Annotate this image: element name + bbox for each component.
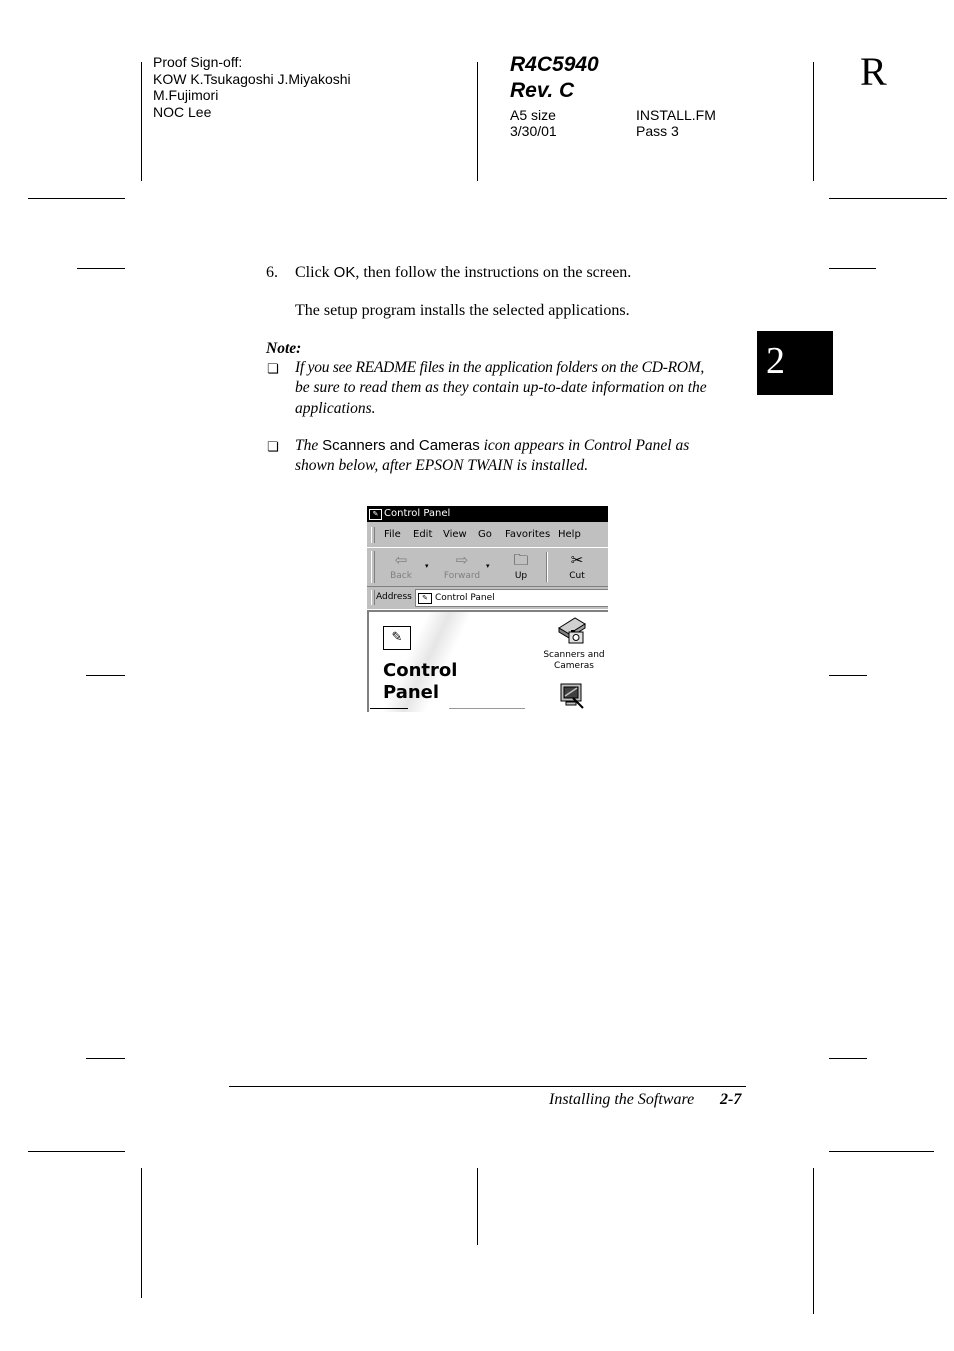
note-item-1-line-1: If you see README files in the application folders on the CD-ROM,: [295, 359, 705, 376]
crop-mark: [141, 62, 142, 181]
window-title: Control Panel: [384, 508, 451, 519]
doc-size: A5 size: [510, 107, 556, 123]
banner-title: [383, 660, 457, 704]
control-panel-icon: ✎: [369, 509, 382, 520]
scanner-label-line-1: Scanners and: [543, 650, 605, 660]
address-value: Control Panel: [435, 593, 495, 603]
menu-bar: [367, 524, 608, 546]
menu-favorites[interactable]: Favorites: [505, 529, 551, 540]
menu-help[interactable]: Help: [558, 529, 581, 540]
menu-go[interactable]: Go: [478, 529, 492, 540]
up-folder-icon: 🗀: [513, 551, 529, 569]
note-heading: Note:: [266, 340, 302, 357]
note-item-2-suffix: icon appears in Control Panel as: [479, 437, 690, 454]
back-button[interactable]: [379, 550, 423, 584]
display-settings-icon[interactable]: [559, 682, 585, 710]
forward-button[interactable]: [437, 550, 487, 584]
doc-file: INSTALL.FM: [636, 107, 716, 123]
crop-mark: [813, 62, 814, 181]
crop-mark: [28, 1151, 125, 1152]
scanners-cameras-label: Scanners and Cameras: [322, 437, 480, 454]
crop-mark: [86, 1058, 125, 1059]
crop-mark: [829, 268, 876, 269]
address-input[interactable]: [415, 589, 608, 607]
menu-view[interactable]: View: [443, 529, 467, 540]
scanner-camera-icon[interactable]: [557, 614, 587, 646]
crop-mark: [77, 268, 125, 269]
proof-line: Proof Sign-off:: [153, 54, 243, 70]
up-label: Up: [514, 571, 528, 581]
standard-toolbar: [367, 547, 608, 586]
proof-signoff-block: [153, 54, 351, 120]
crop-mark: [829, 1151, 934, 1152]
toolbar-grip: [371, 590, 375, 605]
crop-mark: [477, 62, 478, 181]
step-followup: The setup program installs the selected applications.: [295, 302, 630, 319]
note-item-1-line-3: applications.: [295, 400, 376, 417]
crop-mark: [477, 1168, 478, 1245]
corner-mark: R: [860, 49, 887, 94]
crop-mark: [813, 1168, 814, 1314]
window-titlebar: [367, 506, 608, 522]
proof-line: M.Fujimori: [153, 87, 219, 103]
crop-mark: [829, 675, 867, 676]
forward-arrow-icon: ⇨: [455, 551, 469, 569]
note-item-2-line-2: shown below, after EPSON TWAIN is installed.: [295, 457, 589, 474]
footer-page-number: 2-7: [720, 1091, 742, 1108]
toolbar-grip: [371, 551, 375, 583]
doc-pass: Pass 3: [636, 123, 679, 139]
control-panel-folder-icon: ✎: [383, 626, 411, 650]
crop-mark: [141, 1168, 142, 1298]
doc-title-block: [510, 52, 599, 104]
crop-mark: [28, 198, 125, 199]
step-text-after: , then follow the instructions on the screen.: [355, 264, 632, 281]
proof-line: KOW K.Tsukagoshi J.Miyakoshi: [153, 70, 351, 87]
step-text-before: Click: [295, 264, 334, 281]
crop-mark: [86, 675, 125, 676]
up-button[interactable]: [503, 550, 539, 584]
scanners-cameras-icon-label[interactable]: [539, 650, 608, 672]
banner-divider: [370, 708, 408, 709]
menu-file[interactable]: File: [384, 529, 401, 540]
scissors-icon: ✂: [570, 551, 584, 569]
toolbar-grip: [371, 527, 375, 543]
menu-edit[interactable]: Edit: [413, 529, 433, 540]
banner-divider: [449, 708, 525, 709]
step-number: 6.: [266, 264, 278, 281]
toolbar-separator: [546, 552, 548, 582]
doc-code: R4C5940: [510, 53, 599, 76]
note-bullet: ❏: [267, 440, 279, 455]
forward-label: Forward: [443, 571, 481, 581]
note-item-2-line-1: [295, 436, 689, 457]
banner-title-line-1: Control: [383, 660, 458, 681]
cut-label: Cut: [569, 571, 585, 581]
back-label: Back: [390, 571, 412, 581]
banner-title-line-2: Panel: [383, 682, 440, 703]
note-bullet: ❏: [267, 362, 279, 377]
back-dropdown-icon[interactable]: ▾: [425, 562, 429, 570]
doc-revision: Rev. C: [510, 79, 575, 102]
crop-mark: [829, 198, 947, 199]
note-item-1-line-2: be sure to read them as they contain up-to-date information on the: [295, 379, 707, 396]
cut-button[interactable]: [559, 550, 595, 584]
note-item-2-prefix: The: [295, 437, 323, 454]
folder-content: [367, 610, 608, 712]
proof-line: NOC Lee: [153, 103, 212, 120]
forward-dropdown-icon[interactable]: ▾: [486, 562, 490, 570]
doc-date: 3/30/01: [510, 123, 557, 139]
address-label: Address: [376, 592, 412, 602]
control-panel-icon: ✎: [418, 593, 432, 604]
ok-label: OK: [333, 264, 356, 281]
crop-mark: [829, 1058, 867, 1059]
footer-section: Installing the Software: [549, 1091, 695, 1108]
control-panel-screenshot: [367, 506, 608, 712]
chapter-number: 2: [766, 340, 785, 382]
address-bar: [367, 586, 608, 610]
scanner-label-line-2: Cameras: [553, 661, 594, 671]
back-arrow-icon: ⇦: [394, 551, 408, 569]
chapter-tab: [757, 331, 833, 395]
footer-rule: [229, 1086, 746, 1087]
step-text: [295, 263, 631, 283]
